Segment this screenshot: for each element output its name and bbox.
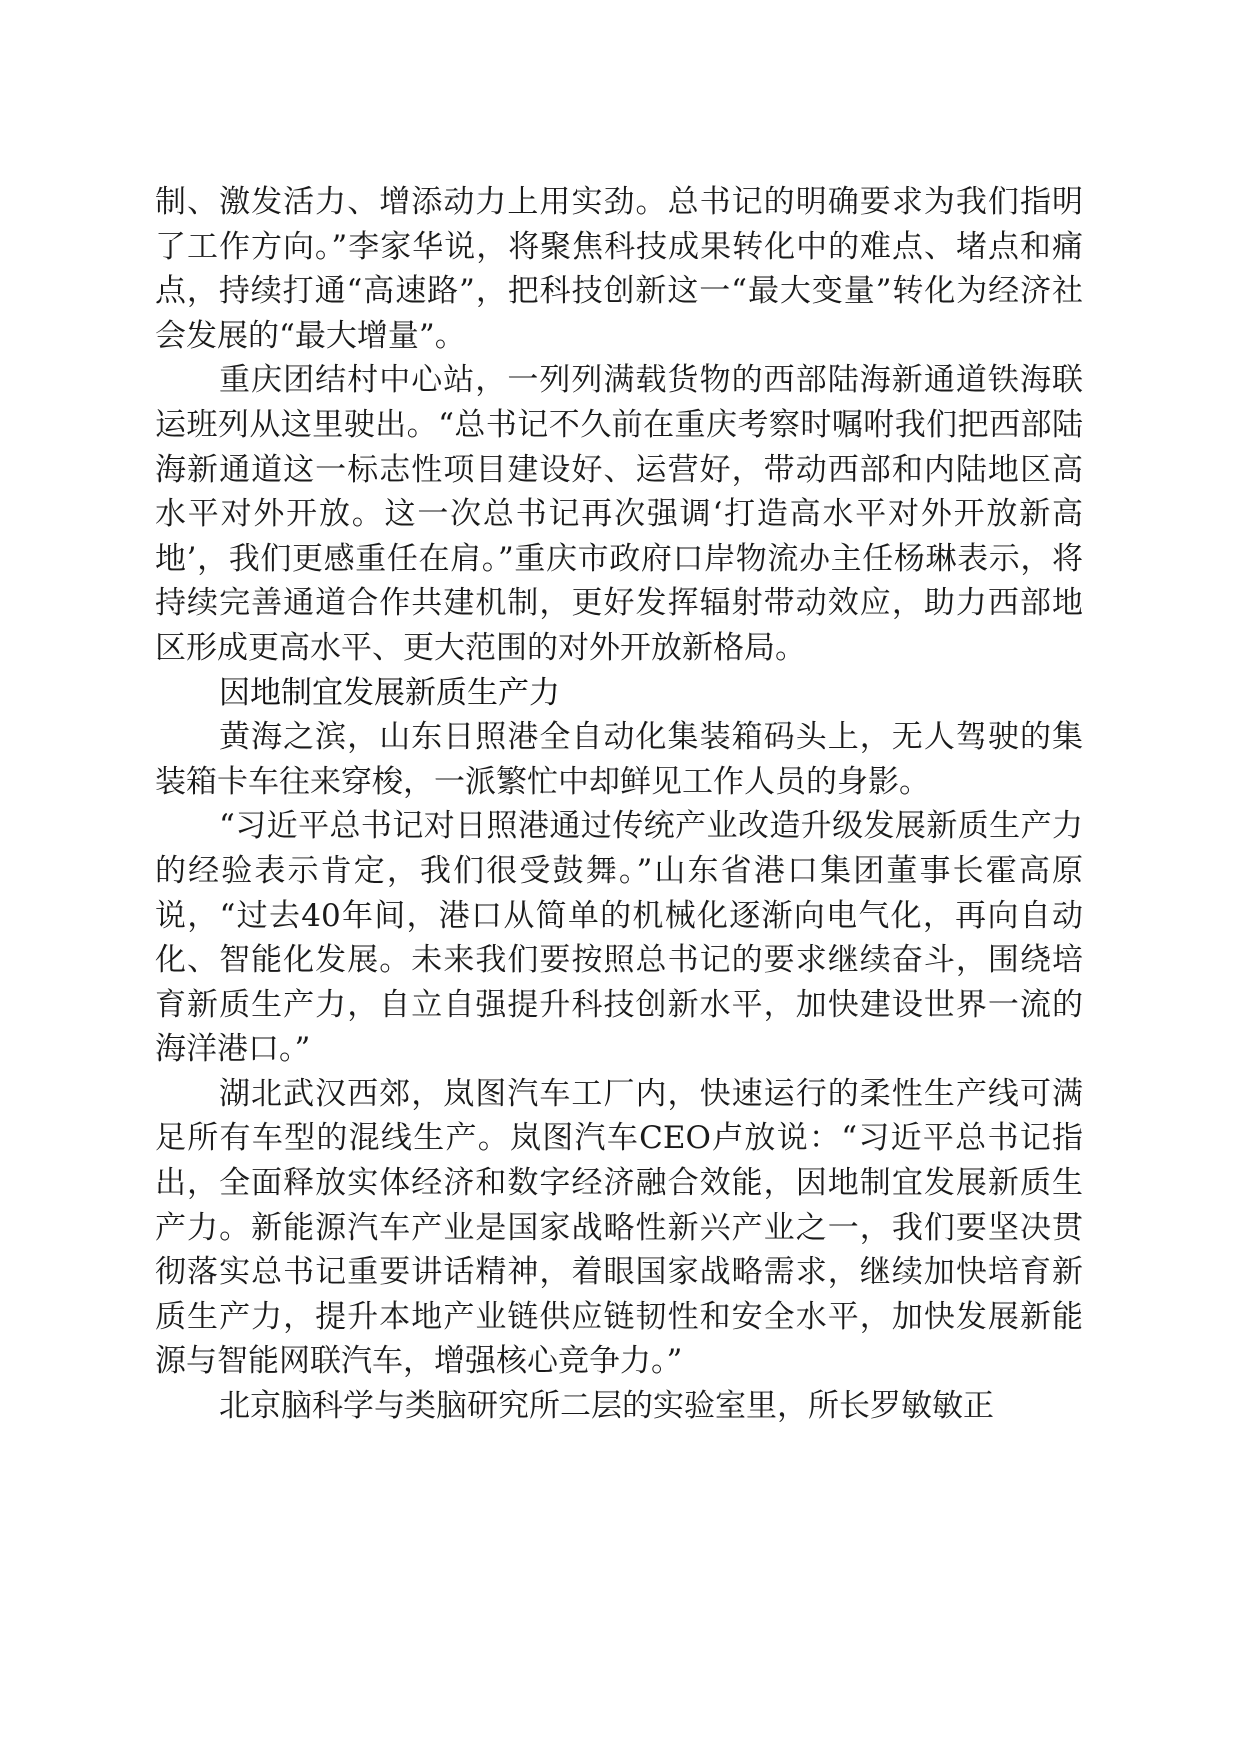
paragraph-rizhao-port: 黄海之滨，山东日照港全自动化集装箱码头上，无人驾驶的集装箱卡车往来穿梭，一派繁忙中却鲜见工作人员的身影。 (155, 719, 1083, 800)
paragraph-shandong-quote: “习近平总书记对日照港通过传统产业改造升级发展新质生产力的经验表示肯定，我们很受鼓舞。”山东省港口集团董事长霍高原说，“过去40年间，港口从简单的机械化逐渐向电气化，再向自动化、智能化发展。未来我们要按照总书记的要求继续奋斗，围绕培育新质生产力，自立自强提升科技创新水平，加快建设世界一流的海洋港口。” (155, 808, 1083, 1068)
paragraph-wuhan-voyah: 湖北武汉西郊，岚图汽车工厂内，快速运行的柔性生产线可满足所有车型的混线生产。岚图汽车CEO卢放说：“习近平总书记指出，全面释放实体经济和数字经济融合效能，因地制宜发展新质生产力。新能源汽车产业是国家战略性新兴产业之一，我们要坚决贯彻落实总书记重要讲话精神，着眼国家战略需求，继续加快培育新质生产力，提升本地产业链供应链韧性和安全水平，加快发展新能源与智能网联汽车，增强核心竞争力。” (155, 1075, 1083, 1380)
paragraph-continuation: 制、激发活力、增添动力上用实劲。总书记的明确要求为我们指明了工作方向。”李家华说，将聚焦科技成果转化中的难点、堵点和痛点，持续打通“高速路”，把科技创新这一“最大变量”转化为经济社会发展的“最大增量”。 (155, 184, 1083, 354)
section-heading: 因地制宜发展新质生产力 (219, 674, 560, 711)
paragraph-chongqing: 重庆团结村中心站，一列列满载货物的西部陆海新通道铁海联运班列从这里驶出。“总书记不久前在重庆考察时嘱咐我们把西部陆海新通道这一标志性项目建设好、运营好，带动西部和内陆地区高水平对外开放。这一次总书记再次强调‘打造高水平对外开放新高地’，我们更感重任在肩。”重庆市政府口岸物流办主任杨琳表示，将持续完善通道合作共建机制，更好发挥辐射带动效应，助力西部地区形成更高水平、更大范围的对外开放新格局。 (155, 362, 1083, 666)
paragraph-beijing-brain: 北京脑科学与类脑研究所二层的实验室里，所长罗敏敏正 (219, 1388, 994, 1425)
article-body (155, 180, 1083, 1429)
